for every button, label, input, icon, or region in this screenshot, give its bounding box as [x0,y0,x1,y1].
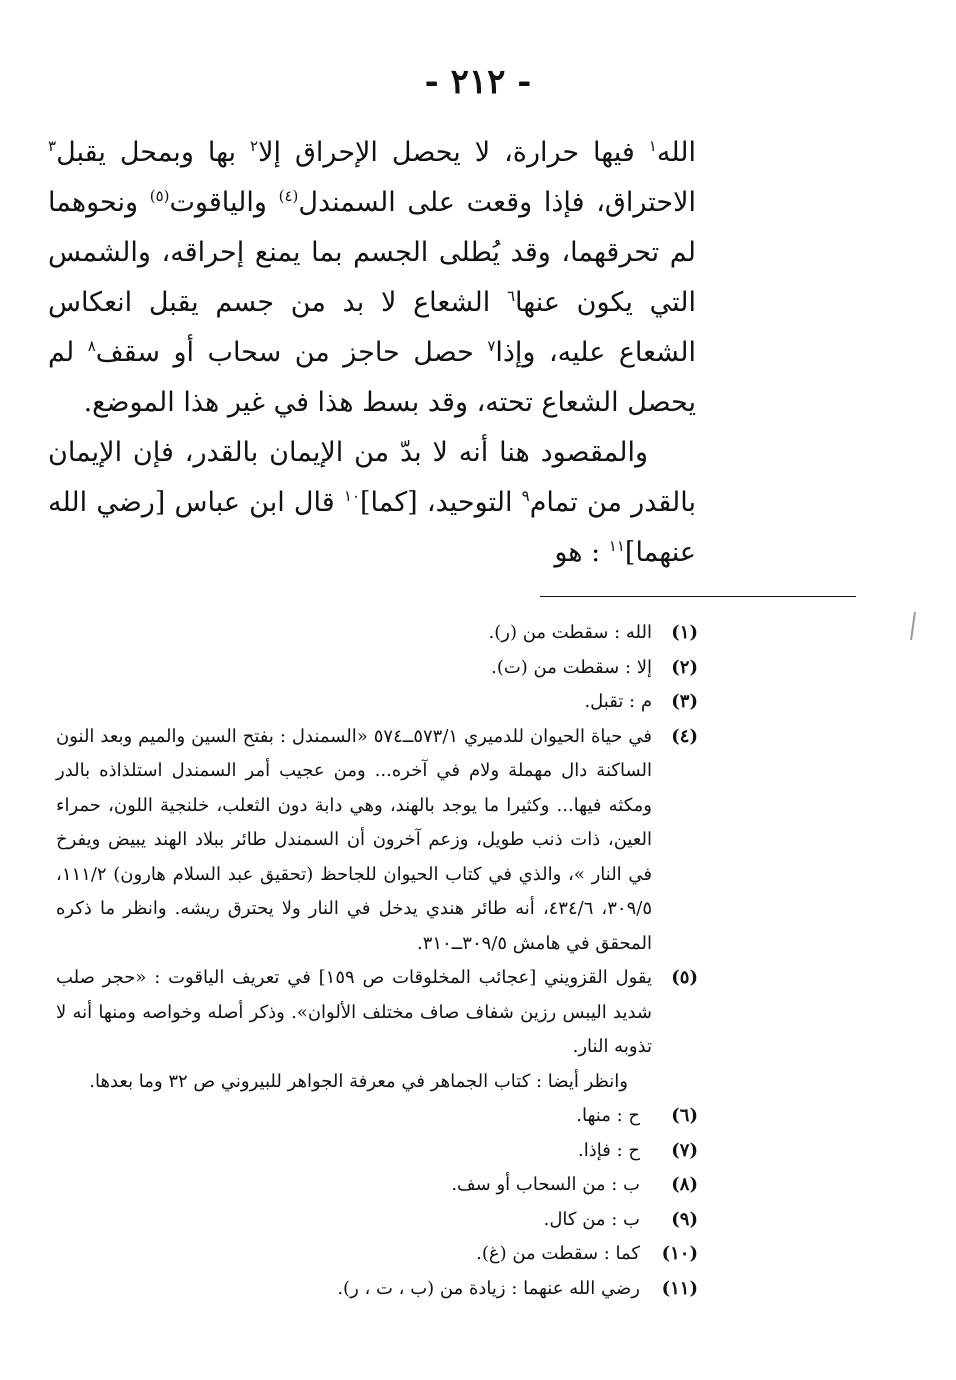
paragraph-1 [48,128,696,428]
footnote-8 [56,1168,698,1203]
paragraph-2 [48,428,696,578]
footnote-number: (٤) [671,725,698,747]
footnote-text: الله : سقطت من (ر). [488,622,652,643]
footnote-text: إلا : سقطت من (ت). [491,656,652,678]
footnote-text: في حياة الحيوان للدميري ٥٧٣/١ــ٥٧٤ «السمندل : بفتح السين والميم وبعد النون الساكنة دال مهملة ولام في آخره... ومن عجيب أمر السمندل استلذاذه بالدر ومكثه فيها... وكثيرا ما يوجد بالهند، وهي دابة دون الثعلب، خلنجية اللون، حمراء العين، ذات ذنب طويل، وزعم آخرون أن السمندل طائر ببلاد الهند يبيض ويفرخ في النار »، والذي في كتاب الحيوان للجاحظ (تحقيق عبد السلام هارون) ١١١/٢، ٣٠٩/٥، ٤٣٤/٦، أنه طائر هندي يدخل في النار ولا يحترق ريشه. وانظر ما ذكره المحقق في هامش ٣٠٩/٥ــ٣١٠. [56,725,652,954]
footnote-number: (٨) [671,1174,698,1195]
footnote-4 [56,720,698,962]
footnote-marker: ٧ [487,337,496,355]
main-text [48,128,696,578]
footnote-6 [56,1099,698,1134]
footnote-number: (١) [671,622,698,643]
footnote-separator [540,596,856,597]
footnote-11 [56,1272,698,1307]
footnote-marker: ١٠ [343,487,360,505]
footnote-marker: ١ [648,137,657,155]
footnote-number: (٢) [671,656,698,678]
footnote-marker: (٤) [278,187,299,205]
footnote-text: ح : منها. [576,1105,640,1126]
footnote-marker: ٣ [48,137,57,155]
text-segment: الاحتراق، فإذا وقعت على السمندل [298,187,696,218]
footnote-5 [56,961,698,1065]
footnote-marker: ١١ [608,537,625,555]
text-segment: لم يحصل الشعاع تحته، وقد بسط هذا في غير هذا الموضع. [48,337,696,418]
text-segment: الشعاع لا بد من جسم يقبل انعكاس الشعاع عليه، وإذا [48,287,697,368]
footnote-3 [56,685,698,720]
footnote-2 [56,651,698,686]
footnote-10 [56,1237,698,1272]
footnote-number: (٧) [671,1139,698,1161]
text-segment: التوحيد، [كما] [359,487,522,518]
text-segment: فيها حرارة، لا يحصل الإحراق إلا [258,137,649,168]
footnote-text: كما : سقطت من (غ). [476,1243,640,1264]
footnote-marker: ٨ [87,337,96,355]
footnote-marker: ٢ [250,137,259,155]
footnote-text: يقول القزويني [عجائب المخلوقات ص ١٥٩] في تعريف الياقوت : «حجر صلب شديد اليبس رزين شفاف صاف مختلف الألوان». وذكر أصله وخواصه ومنها أنه لا تذوبه النار. [56,967,652,1057]
footnote-marker: ٩ [521,487,530,505]
text-segment: ونحوهما لم تحرقهما، وقد يُطلى الجسم بما يمنع إحراقه، والشمس التي يكون عنها [48,187,696,318]
footnote-5-continuation: وانظر أيضا : كتاب الجماهر في معرفة الجواهر للبيروني ص ٣٢ وما بعدها. [89,1070,628,1092]
text-segment: حصل حاجز من سحاب أو سقف [95,337,488,368]
page-number: - ٢١٢ - [424,62,532,102]
footnote-7 [56,1134,698,1169]
text-segment: بها وبمحل يقبل [56,137,251,168]
footnote-1 [56,616,698,651]
footnote-9 [56,1203,698,1238]
footnote-text: ب : من السحاب أو سف. [451,1174,640,1195]
margin-pencil-mark [910,612,916,640]
footnote-text: ب : من كال. [543,1208,640,1230]
footnotes [56,616,698,1306]
text-segment: الله [656,137,696,168]
text-segment: : هو [554,537,609,568]
footnote-text: ح : فإذا. [578,1139,640,1161]
footnote-text: رضي الله عنهما : زيادة من (ب ، ت ، ر). [337,1277,640,1299]
text-segment: قال ابن عباس [رضي الله عنهما] [48,487,696,568]
footnote-number: (١٠) [661,1243,698,1264]
footnote-text: م : تقبل. [584,691,652,712]
footnote-number: (٥) [671,967,698,988]
footnote-number: (٣) [671,691,698,712]
footnote-marker: (٥) [149,187,170,205]
footnote-number: (١١) [661,1277,698,1299]
text-segment: والمقصود هنا أنه لا بدّ من الإيمان بالقدر، فإن الإيمان بالقدر من تمام [48,437,696,518]
text-segment: والياقوت [169,187,279,218]
footnote-marker: ٦ [506,287,516,305]
footnote-number: (٩) [671,1208,698,1230]
footnote-number: (٦) [671,1105,698,1126]
